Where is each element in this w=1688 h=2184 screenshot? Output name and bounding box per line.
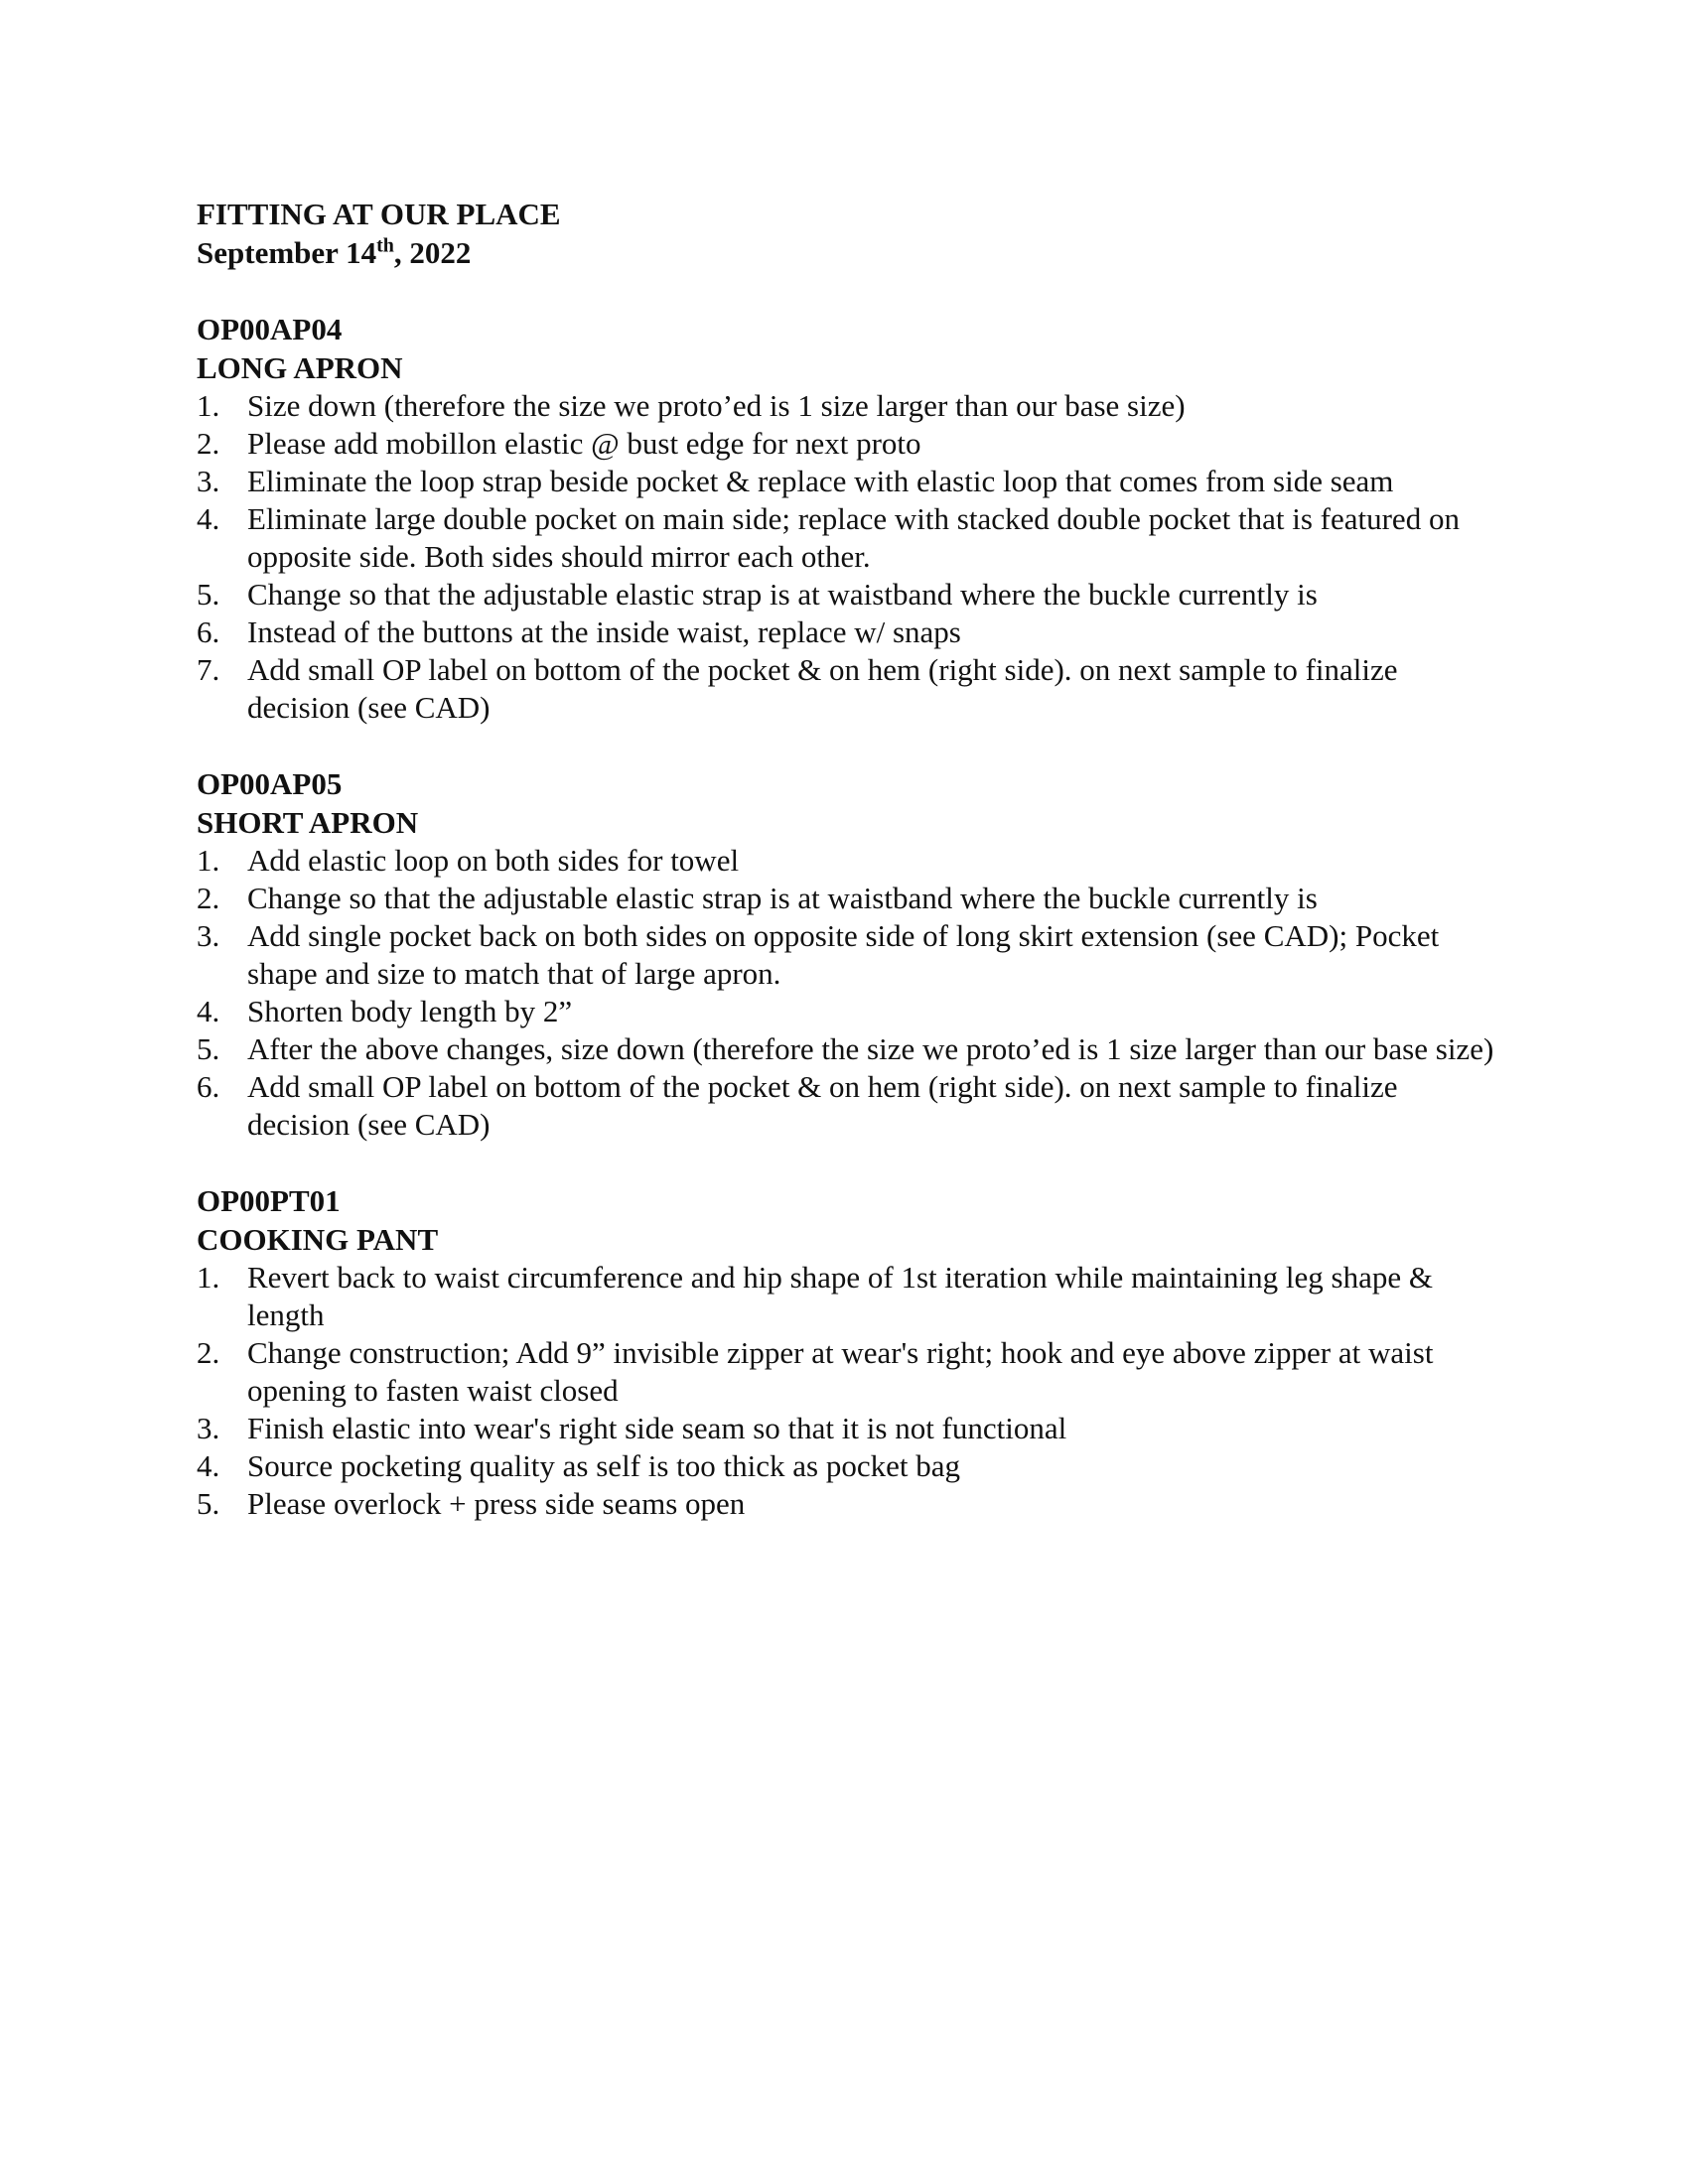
section-spacer <box>197 727 1507 764</box>
list-item-text: Eliminate the loop strap beside pocket & replace with elastic loop that comes from side seam <box>247 464 1394 498</box>
list-item <box>197 917 1507 993</box>
list-item <box>197 1068 1507 1144</box>
list-item-number: 5. <box>197 1031 220 1066</box>
section-code: OP00PT01 <box>197 1183 341 1218</box>
date-year: , 2022 <box>393 235 472 270</box>
list-item-number: 7. <box>197 652 220 687</box>
list-item-text: Please overlock + press side seams open <box>247 1486 746 1521</box>
list-item <box>197 651 1507 727</box>
list-item-number: 3. <box>197 464 220 498</box>
list-item-text: Add small OP label on bottom of the pocket & on hem (right side). on next sample to finalize decision (see CAD) <box>247 1069 1398 1142</box>
list-item-text: Source pocketing quality as self is too thick as pocket bag <box>247 1448 960 1483</box>
list-item-text: Shorten body length by 2” <box>247 994 573 1028</box>
section-spacer <box>197 272 1507 310</box>
list-item-text: Change so that the adjustable elastic strap is at waistband where the buckle currently is <box>247 881 1318 915</box>
section-name: COOKING PANT <box>197 1222 439 1257</box>
document-title: FITTING AT OUR PLACE <box>197 197 561 231</box>
list-item <box>197 1410 1507 1447</box>
list-item <box>197 1334 1507 1410</box>
section-spacer <box>197 1144 1507 1181</box>
notes-list <box>197 1259 1507 1523</box>
section-op00ap05 <box>197 764 1507 1144</box>
document-page <box>197 195 1507 1523</box>
list-item <box>197 463 1507 500</box>
list-item <box>197 842 1507 880</box>
date-suffix-sup: th <box>376 234 394 257</box>
list-item-number: 2. <box>197 881 220 915</box>
list-item-text: Revert back to waist circumference and hip shape of 1st iteration while maintaining leg shape & length <box>247 1260 1433 1332</box>
section-code: OP00AP05 <box>197 766 343 801</box>
list-item-text: Add elastic loop on both sides for towel <box>247 843 740 878</box>
list-item-text: Please add mobillon elastic @ bust edge for next proto <box>247 426 921 461</box>
section-op00pt01 <box>197 1181 1507 1523</box>
list-item-text: Finish elastic into wear's right side seam so that it is not functional <box>247 1411 1067 1445</box>
list-item-text: Add single pocket back on both sides on opposite side of long skirt extension (see CAD); Pocket shape and size to match that of large apron. <box>247 918 1440 991</box>
list-item <box>197 1030 1507 1068</box>
list-item <box>197 576 1507 614</box>
sections-container <box>197 272 1507 1523</box>
list-item-text: Eliminate large double pocket on main side; replace with stacked double pocket that is featured on opposite side. Both sides should mirror each other. <box>247 501 1460 574</box>
notes-list <box>197 387 1507 727</box>
list-item-number: 4. <box>197 501 220 536</box>
section-code: OP00AP04 <box>197 312 343 346</box>
list-item-number: 5. <box>197 577 220 612</box>
list-item <box>197 500 1507 576</box>
list-item <box>197 614 1507 651</box>
list-item <box>197 425 1507 463</box>
list-item-number: 2. <box>197 1335 220 1370</box>
section-op00ap04 <box>197 310 1507 727</box>
list-item-number: 3. <box>197 1411 220 1445</box>
document-date <box>197 233 1507 272</box>
list-item-number: 2. <box>197 426 220 461</box>
list-item-text: Size down (therefore the size we proto’ed is 1 size larger than our base size) <box>247 388 1186 423</box>
list-item-text: Change so that the adjustable elastic strap is at waistband where the buckle currently is <box>247 577 1318 612</box>
list-item-number: 1. <box>197 843 220 878</box>
list-item-number: 5. <box>197 1486 220 1521</box>
list-item-number: 3. <box>197 918 220 953</box>
list-item-text: Change construction; Add 9” invisible zipper at wear's right; hook and eye above zipper at waist opening to fasten waist closed <box>247 1335 1434 1408</box>
list-item-number: 6. <box>197 614 220 649</box>
list-item-number: 1. <box>197 388 220 423</box>
list-item-text: Add small OP label on bottom of the pocket & on hem (right side). on next sample to finalize decision (see CAD) <box>247 652 1398 725</box>
list-item-text: Instead of the buttons at the inside waist, replace w/ snaps <box>247 614 961 649</box>
list-item <box>197 387 1507 425</box>
list-item-number: 1. <box>197 1260 220 1295</box>
list-item <box>197 1485 1507 1523</box>
list-item-text: After the above changes, size down (therefore the size we proto’ed is 1 size larger than our base size) <box>247 1031 1494 1066</box>
list-item <box>197 880 1507 917</box>
date-prefix: September 14 <box>197 235 377 270</box>
list-item-number: 6. <box>197 1069 220 1104</box>
list-item <box>197 993 1507 1030</box>
list-item-number: 4. <box>197 1448 220 1483</box>
section-name: LONG APRON <box>197 350 403 385</box>
section-name: SHORT APRON <box>197 805 419 840</box>
notes-list <box>197 842 1507 1144</box>
list-item <box>197 1259 1507 1334</box>
list-item <box>197 1447 1507 1485</box>
list-item-number: 4. <box>197 994 220 1028</box>
